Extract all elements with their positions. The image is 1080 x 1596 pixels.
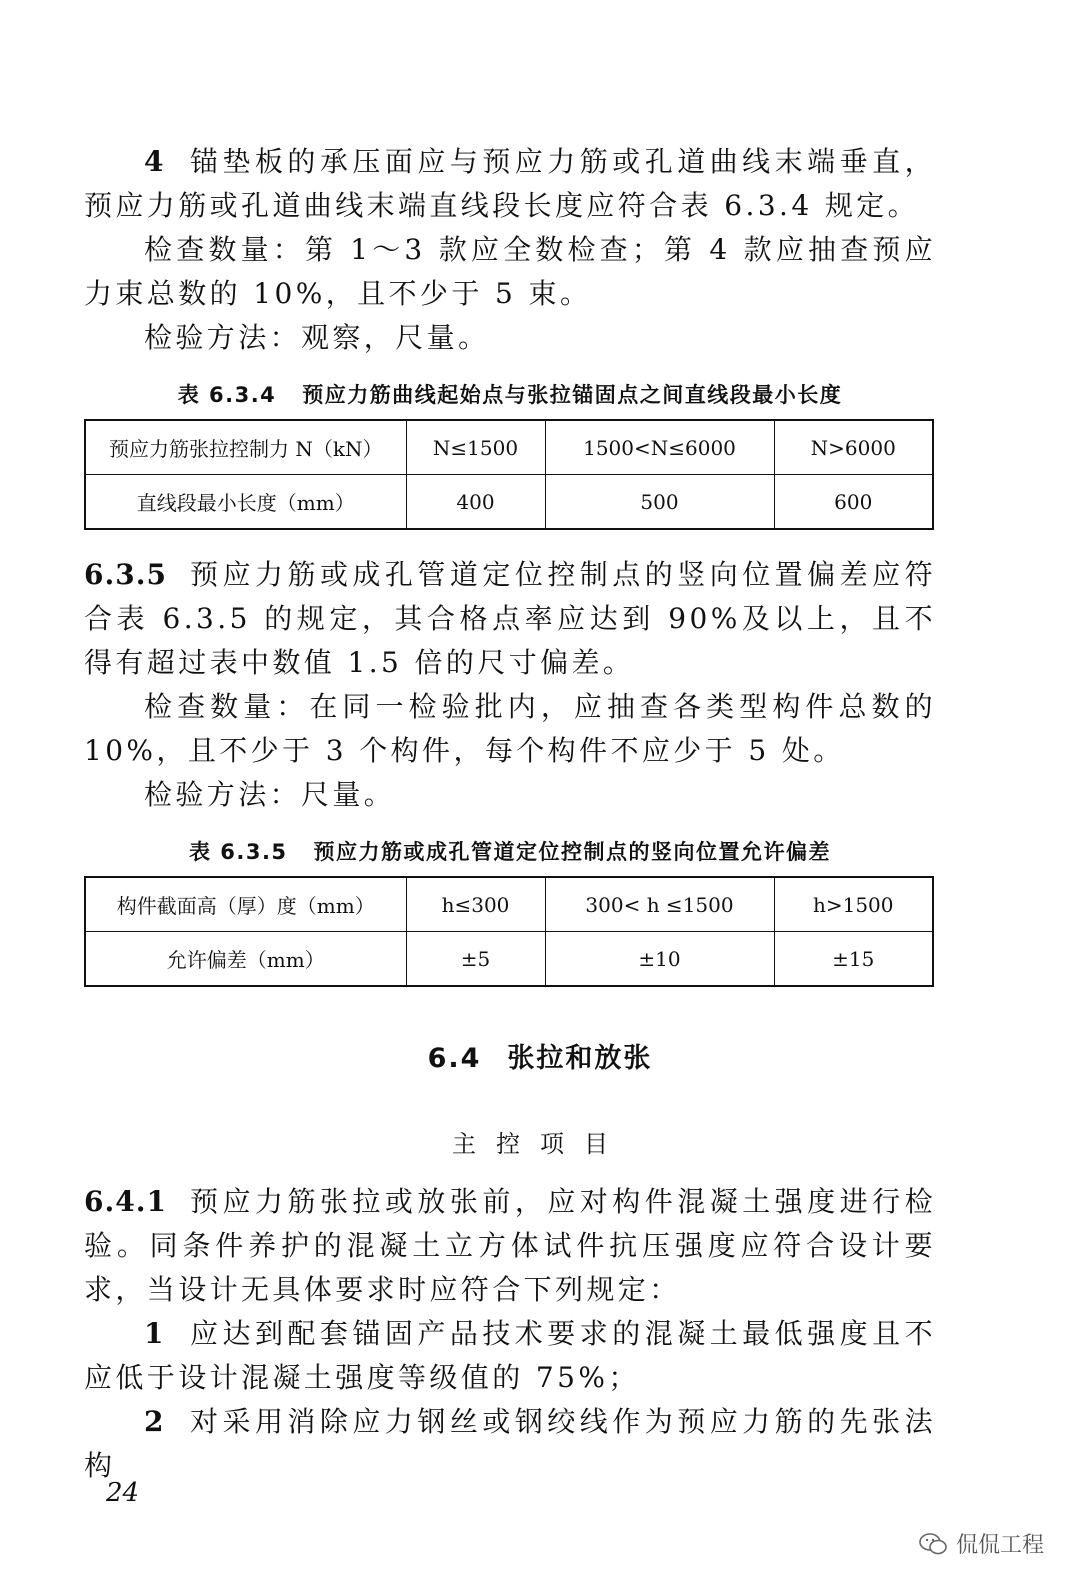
table-caption-title: 预应力筋曲线起始点与张拉锚固点之间直线段最小长度 [302, 383, 843, 407]
table-cell: ±5 [406, 932, 545, 987]
page-number: 24 [106, 1478, 140, 1508]
table-cell: h>1500 [774, 877, 933, 932]
watermark [918, 1528, 1044, 1559]
table-caption-title: 预应力筋或成孔管道定位控制点的竖向位置允许偏差 [313, 840, 832, 864]
table-cell: ±10 [545, 932, 774, 987]
table-634 [84, 419, 934, 530]
table-cell: 400 [406, 475, 545, 530]
section-title [0, 1036, 1080, 1075]
paragraph-check-quantity-1: 检查数量：第 1～3 款应全数检查；第 4 款应抽查预应力束总数的 10%，且不少于 5 束。 [84, 233, 936, 310]
paragraph-check-quantity-2: 检查数量：在同一检验批内，应抽查各类型构件总数的 10%，且不少于 3 个构件，每个构件不应少于 5 处。 [84, 690, 936, 767]
table-cell: 预应力筋张拉控制力 N（kN） [85, 420, 406, 475]
table-cell: h≤300 [406, 877, 545, 932]
table-cell: N≤1500 [406, 420, 545, 475]
clause-number: 6.3.5 [84, 558, 167, 591]
table-cell: 直线段最小长度（mm） [85, 475, 406, 530]
item-number: 1 [144, 1317, 167, 1350]
table-cell: 300< h ≤1500 [545, 877, 774, 932]
section-title-text: 张拉和放张 [507, 1043, 653, 1074]
item-number: 4 [144, 145, 167, 178]
table-caption-635 [84, 836, 936, 866]
paragraph-text: 锚垫板的承压面应与预应力筋或孔道曲线末端垂直，预应力筋或孔道曲线末端直线段长度应符合表 6.3.4 规定。 [84, 145, 936, 222]
table-row [85, 932, 933, 987]
table-row [85, 475, 933, 530]
table-row [85, 877, 933, 932]
item-number: 2 [144, 1405, 167, 1438]
table-cell: 构件截面高（厚）度（mm） [85, 877, 406, 932]
clause-number: 6.4.1 [84, 1185, 167, 1218]
paragraph-text: 预应力筋张拉或放张前，应对构件混凝土强度进行检验。同条件养护的混凝土立方体试件抗压强度应符合设计要求，当设计无具体要求时应符合下列规定： [84, 1185, 936, 1306]
watermark-text: 侃侃工程 [955, 1533, 1044, 1558]
table-caption-number: 表 6.3.4 [177, 383, 277, 407]
table-cell: 500 [545, 475, 774, 530]
paragraph-text: 对采用消除应力钢丝或钢绞线作为预应力筋的先张法构 [84, 1405, 936, 1482]
table-cell: 600 [774, 475, 933, 530]
paragraph-text: 应达到配套锚固产品技术要求的混凝土最低强度且不应低于设计混凝土强度等级值的 75%； [84, 1317, 936, 1394]
table-caption-number: 表 6.3.5 [188, 840, 288, 864]
paragraph-check-method-1: 检验方法：观察，尺量。 [144, 321, 490, 354]
paragraph-item-4 [84, 140, 936, 228]
wechat-icon [918, 1531, 948, 1557]
paragraph-check-method-2: 检验方法：尺量。 [144, 778, 396, 811]
paragraph-item-2 [84, 1400, 936, 1488]
paragraph-clause-635 [84, 553, 936, 685]
table-cell: N>6000 [774, 420, 933, 475]
table-cell: 1500<N≤6000 [545, 420, 774, 475]
paragraph-clause-641 [84, 1180, 936, 1312]
paragraph-item-1 [84, 1312, 936, 1400]
table-row [85, 420, 933, 475]
table-635 [84, 876, 934, 987]
table-cell: ±15 [774, 932, 933, 987]
section-number: 6.4 [427, 1043, 482, 1074]
table-caption-634 [84, 379, 936, 409]
paragraph-text: 预应力筋或成孔管道定位控制点的竖向位置偏差应符合表 6.3.5 的规定，其合格点率应达到 90%及以上，且不得有超过表中数值 1.5 倍的尺寸偏差。 [84, 558, 936, 679]
subheading: 主控项目 [452, 1130, 628, 1158]
table-cell: 允许偏差（mm） [85, 932, 406, 987]
